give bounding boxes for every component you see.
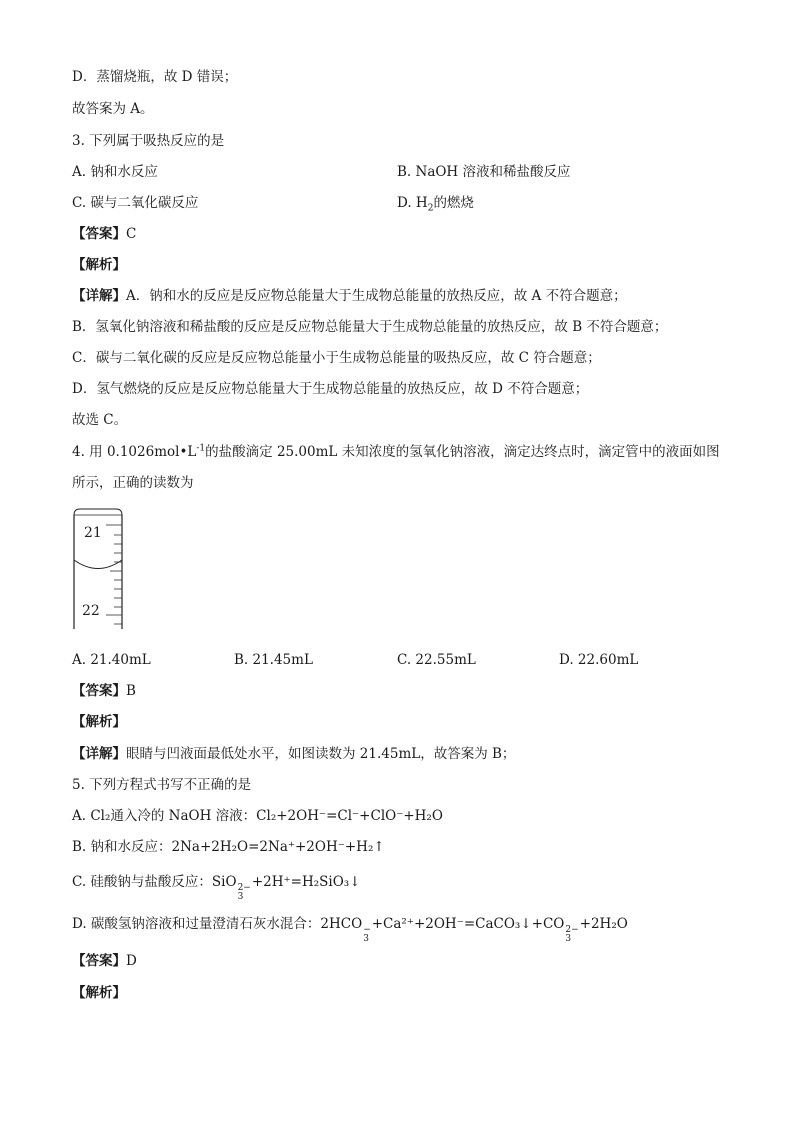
q5-analysis-tag: 【解析】 <box>72 985 126 1001</box>
q3-answer: 【答案】C <box>72 226 137 242</box>
previous-answer-line: D．蒸馏烧瓶，故 D 错误； <box>72 69 238 85</box>
q3-detail-c: C．碳与二氧化碳的反应是反应物总能量小于生成物总能量的吸热反应，故 C 符合题意； <box>72 350 601 366</box>
q4-option-a: A. 21.40mL <box>72 652 151 668</box>
q3-conclusion: 故选 C。 <box>72 412 128 428</box>
q5-option-a: A. Cl₂通入冷的 NaOH 溶液：Cl₂+2OH⁻=Cl⁻+ClO⁻+H₂O <box>72 808 443 824</box>
q5-option-b: B. 钠和水反应：2Na+2H₂O=2Na⁺+2OH⁻+H₂↑ <box>72 839 385 855</box>
q3-detail-d: D．氢气燃烧的反应是反应物总能量大于生成物总能量的放热反应，故 D 不符合题意； <box>72 381 589 397</box>
burette-label-bottom: 22 <box>82 603 100 619</box>
previous-conclusion-line: 故答案为 A。 <box>72 101 154 117</box>
q5-option-d: D. 碳酸氢钠溶液和过量澄清石灰水混合：2HCO − 3 +Ca²⁺+2OH⁻=CaCO₃↓+CO 2− 3 +2H₂O <box>72 916 628 944</box>
q4-option-b: B. 21.45mL <box>234 652 313 668</box>
q5-stem: 5. 下列方程式书写不正确的是 <box>72 777 252 793</box>
q5-option-c: C. 硅酸钠与盐酸反应：SiO 2− 3 +2H⁺=H₂SiO₃↓ <box>72 874 361 902</box>
q5-answer: 【答案】D <box>72 953 137 969</box>
q4-option-c: C. 22.55mL <box>397 652 476 668</box>
q3-stem: 3. 下列属于吸热反应的是 <box>72 133 225 149</box>
q4-option-d: D. 22.60mL <box>559 652 639 668</box>
q4-analysis-tag: 【解析】 <box>72 714 126 730</box>
q3-analysis-tag: 【解析】 <box>72 257 126 273</box>
burette-label-top: 21 <box>84 525 102 541</box>
q4-detail: 【详解】眼睛与凹液面最低处水平，如图读数为 21.45mL，故答案为 B； <box>72 746 516 762</box>
q3-detail-a: 【详解】A．钠和水的反应是反应物总能量大于生成物总能量的放热反应，故 A 不符合题意； <box>72 288 627 304</box>
q3-option-d: D. $H_2$的燃烧 <box>397 195 474 214</box>
q3-option-c: C. 碳与二氧化碳反应 <box>72 195 199 211</box>
q4-stem: 4. 用 $0.1026mol•L^{-1}$的盐酸滴定 25.00mL 未知浓度的氢氧化钠溶液，滴定达终点时，滴定管中的液面如图 <box>72 443 720 460</box>
q4-stem-line2: 所示，正确的读数为 <box>72 475 194 491</box>
burette-figure <box>68 505 128 635</box>
q4-answer: 【答案】B <box>72 683 136 699</box>
q3-detail-b: B．氢氧化钠溶液和稀盐酸的反应是反应物总能量大于生成物总能量的放热反应，故 B 不符合题意； <box>72 319 668 335</box>
q3-option-a: A. 钠和水反应 <box>72 164 158 180</box>
q3-option-b: B. NaOH 溶液和稀盐酸反应 <box>397 164 571 180</box>
